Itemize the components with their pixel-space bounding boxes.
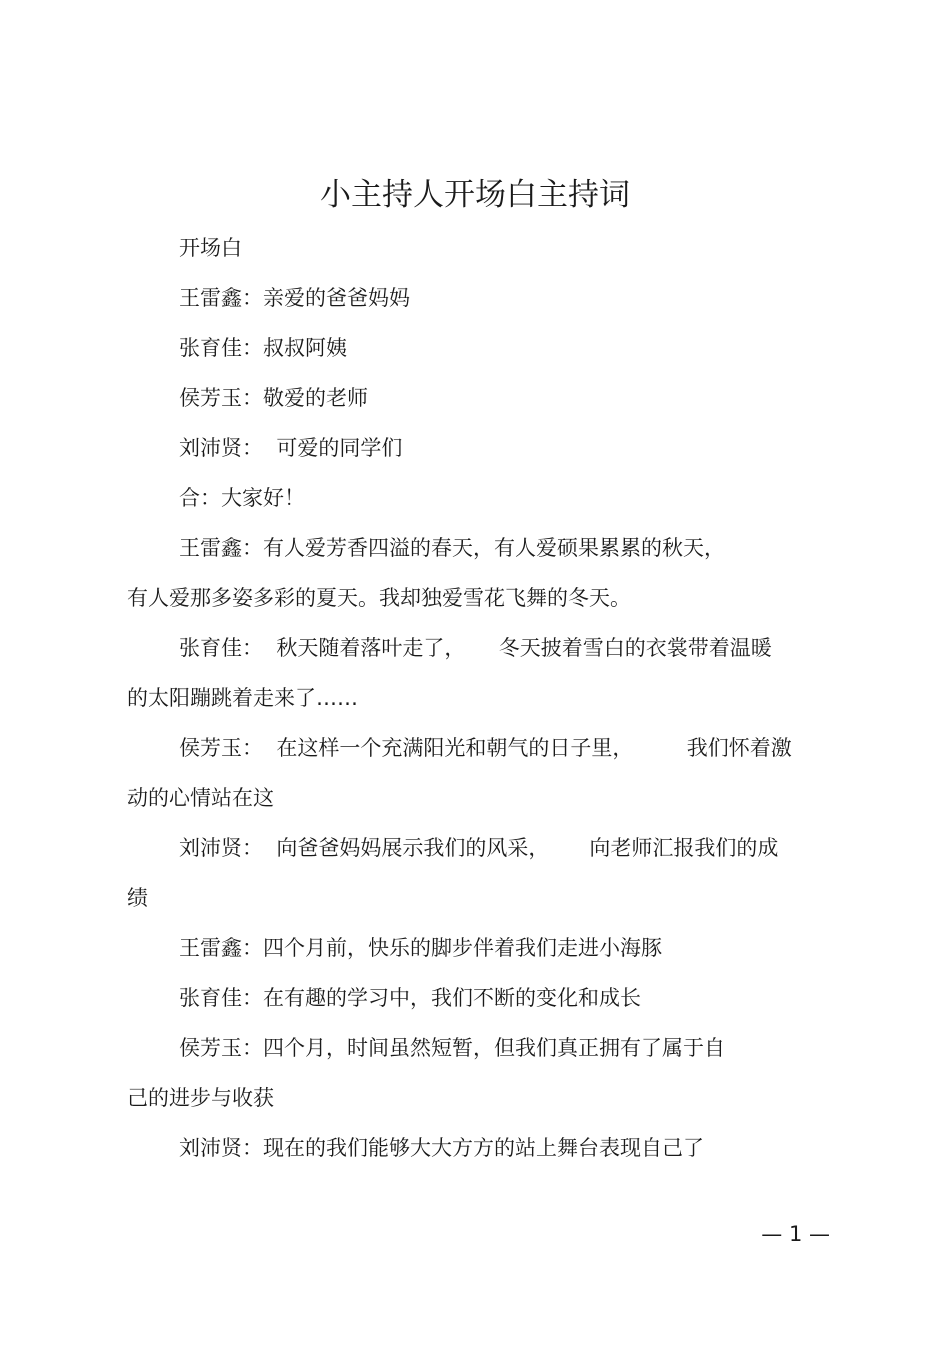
- section-heading: 开场白: [179, 236, 242, 260]
- dialogue-line: 刘沛贤：现在的我们能够大大方方的站上舞台表现自己了: [179, 1136, 704, 1160]
- dialogue-line: 王雷鑫：亲爱的爸爸妈妈: [179, 286, 410, 310]
- dialogue-line-continuation: 的太阳蹦跳着走来了……: [127, 686, 358, 710]
- dialogue-line: 侯芳玉：四个月，时间虽然短暂，但我们真正拥有了属于自: [179, 1036, 725, 1060]
- dialogue-line: 侯芳玉： 在这样一个充满阳光和朝气的日子里， 我们怀着激: [179, 736, 792, 760]
- dialogue-line: 张育佳：叔叔阿姨: [179, 336, 347, 360]
- dialogue-line: 张育佳：在有趣的学习中，我们不断的变化和成长: [179, 986, 641, 1010]
- dialogue-line: 侯芳玉：敬爱的老师: [179, 386, 368, 410]
- document-title: 小主持人开场白主持词: [320, 177, 630, 213]
- dialogue-line: 刘沛贤： 可爱的同学们: [179, 436, 403, 460]
- dialogue-line: 刘沛贤： 向爸爸妈妈展示我们的风采， 向老师汇报我们的成: [179, 836, 779, 860]
- dialogue-line: 张育佳： 秋天随着落叶走了， 冬天披着雪白的衣裳带着温暖: [179, 636, 772, 660]
- dialogue-line-continuation: 有人爱那多姿多彩的夏天。我却独爱雪花飞舞的冬天。: [127, 586, 631, 610]
- document-body: [127, 223, 827, 1173]
- dialogue-line: 王雷鑫：四个月前，快乐的脚步伴着我们走进小海豚: [179, 936, 662, 960]
- dialogue-line-continuation: 绩: [127, 886, 148, 910]
- dialogue-line-continuation: 动的心情站在这: [127, 786, 274, 810]
- page-number: — 1 —: [761, 1222, 830, 1246]
- dialogue-line: 合：大家好！: [179, 486, 305, 510]
- dialogue-line: 王雷鑫：有人爱芳香四溢的春天，有人爱硕果累累的秋天，: [179, 536, 725, 560]
- dialogue-line-continuation: 己的进步与收获: [127, 1086, 274, 1110]
